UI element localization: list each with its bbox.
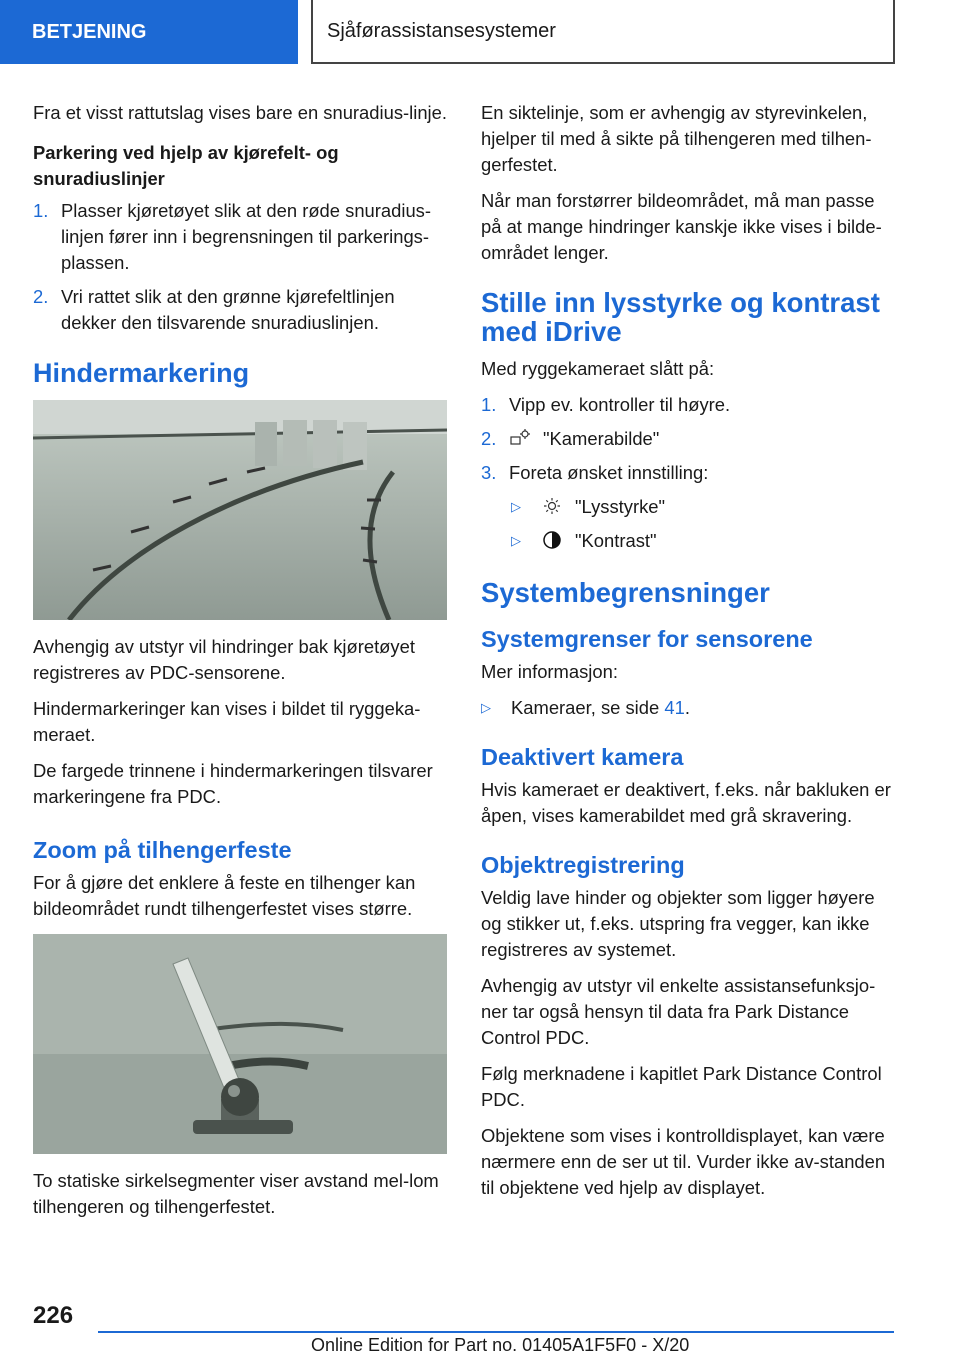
page-link[interactable]: 41: [664, 697, 685, 718]
list-item: [481, 528, 897, 554]
sensor-intro: Mer informasjon:: [481, 661, 618, 682]
deactivated-heading: Deaktivert kamera: [481, 744, 684, 770]
step-text: Vri rattet slik at den grønne kjørefeltlinjen dekker den tilsvarende snuradiuslinjen.: [61, 286, 395, 333]
zoom-note-paragraph: Når man forstørrer bildeområdet, må man passe på at mange hindringer kanskje ikke vises i bilde-området lenger.: [481, 190, 882, 263]
reference-end: .: [684, 697, 690, 718]
obstacle-paragraph-3: De fargede trinnene i hindermarkeringen tilsvarer markeringene fra PDC.: [33, 760, 433, 807]
list-item: [481, 392, 897, 418]
brightness-icon: [541, 496, 563, 516]
list-item: [481, 695, 897, 721]
contrast-icon: [541, 530, 563, 550]
trailer-hitch-image: [33, 934, 447, 1154]
object-paragraph-4: Objektene som vises i kontrolldisplayet, kan være nærmere enn de ser ut til. Vurder ikke av-standen til objektene ved hjelp av displayet.: [481, 1125, 886, 1198]
chapter-tab: Sjåførassistansesystemer: [311, 0, 895, 64]
step-number: 2.: [481, 428, 497, 449]
step-text: Plasser kjøretøyet slik at den røde snuradius-linjen fører inn i begrensningen til parkerings-plassen.: [61, 200, 431, 273]
step-number: 1.: [33, 200, 49, 221]
zoom-paragraph-1: For å gjøre det enklere å feste en tilhenger kan bildeområdet rundt tilhengerfestet vises større.: [33, 872, 416, 919]
intro-paragraph: Fra et visst rattutslag vises bare en snuradius-linje.: [33, 102, 447, 123]
page-number: 226: [33, 1302, 74, 1329]
brightness-option: "Lysstyrke": [575, 496, 666, 517]
parking-subheading: Parkering ved hjelp av kjørefelt- og snuradiuslinjer: [33, 142, 339, 189]
object-paragraph-1: Veldig lave hinder og objekter som ligger høyere og stikker ut, f.eks. utspring fra vegger, kan ikke registreres av systemet.: [481, 887, 875, 960]
brightness-intro: Med ryggekameraet slått på:: [481, 358, 715, 379]
step-text: Foreta ønsket innstilling:: [509, 462, 709, 483]
triangle-bullet-icon: ▷: [511, 533, 521, 548]
obstacle-paragraph-1: Avhengig av utstyr vil hindringer bak kjøretøyet registreres av PDC-sensorene.: [33, 636, 415, 683]
triangle-bullet-icon: ▷: [481, 700, 491, 715]
sensor-limits-heading: Systemgrenser for sensorene: [481, 626, 813, 652]
right-column: [481, 100, 897, 1211]
obstacle-heading: Hindermarkering: [33, 358, 250, 388]
footer-divider: [98, 1331, 894, 1333]
list-item: [481, 426, 897, 452]
obstacle-marking-image: [33, 400, 447, 620]
limits-heading: Systembegrensninger: [481, 577, 770, 608]
edition-text: Online Edition for Part no. 01405A1F5F0 - X/20: [311, 1335, 690, 1355]
list-item: [481, 494, 897, 520]
step-number: 2.: [33, 286, 49, 307]
camera-settings-icon: [509, 428, 531, 448]
reference-text: Kameraer, se side: [511, 697, 660, 718]
page-header: [0, 0, 960, 66]
section-tab: BETJENING: [0, 0, 298, 64]
step-text: Vipp ev. kontroller til høyre.: [509, 394, 731, 415]
zoom-paragraph-2: To statiske sirkelsegmenter viser avstand mel-lom tilhengeren og tilhengerfestet.: [33, 1170, 439, 1217]
list-item: [33, 198, 449, 276]
object-detection-heading: Objektregistrering: [481, 852, 685, 878]
parking-steps-list: [33, 198, 449, 336]
list-item: [481, 460, 897, 486]
left-column: [33, 100, 449, 1230]
step-number: 1.: [481, 394, 497, 415]
deactivated-paragraph: Hvis kameraet er deaktivert, f.eks. når bakluken er åpen, vises kamerabildet med grå skravering.: [481, 779, 891, 826]
zoom-heading: Zoom på tilhengerfeste: [33, 837, 292, 863]
obstacle-paragraph-2: Hindermarkeringer kan vises i bildet til ryggeka-meraet.: [33, 698, 421, 745]
triangle-bullet-icon: ▷: [511, 499, 521, 514]
brightness-heading: Stille inn lysstyrke og kontrast med iDrive: [481, 287, 880, 347]
object-paragraph-3: Følg merknadene i kapitlet Park Distance Control PDC.: [481, 1063, 882, 1110]
object-paragraph-2: Avhengig av utstyr vil enkelte assistansefunksjo-ner tar også hensyn til data fra Park Distance Control PDC.: [481, 975, 876, 1048]
list-item: [33, 284, 449, 336]
sightline-paragraph: En siktelinje, som er avhengig av styrevinkelen, hjelper til med å sikte på tilhengeren med tilhen-gerfestet.: [481, 102, 872, 175]
step-text: "Kamerabilde": [543, 428, 660, 449]
contrast-option: "Kontrast": [575, 530, 657, 551]
step-number: 3.: [481, 462, 497, 483]
